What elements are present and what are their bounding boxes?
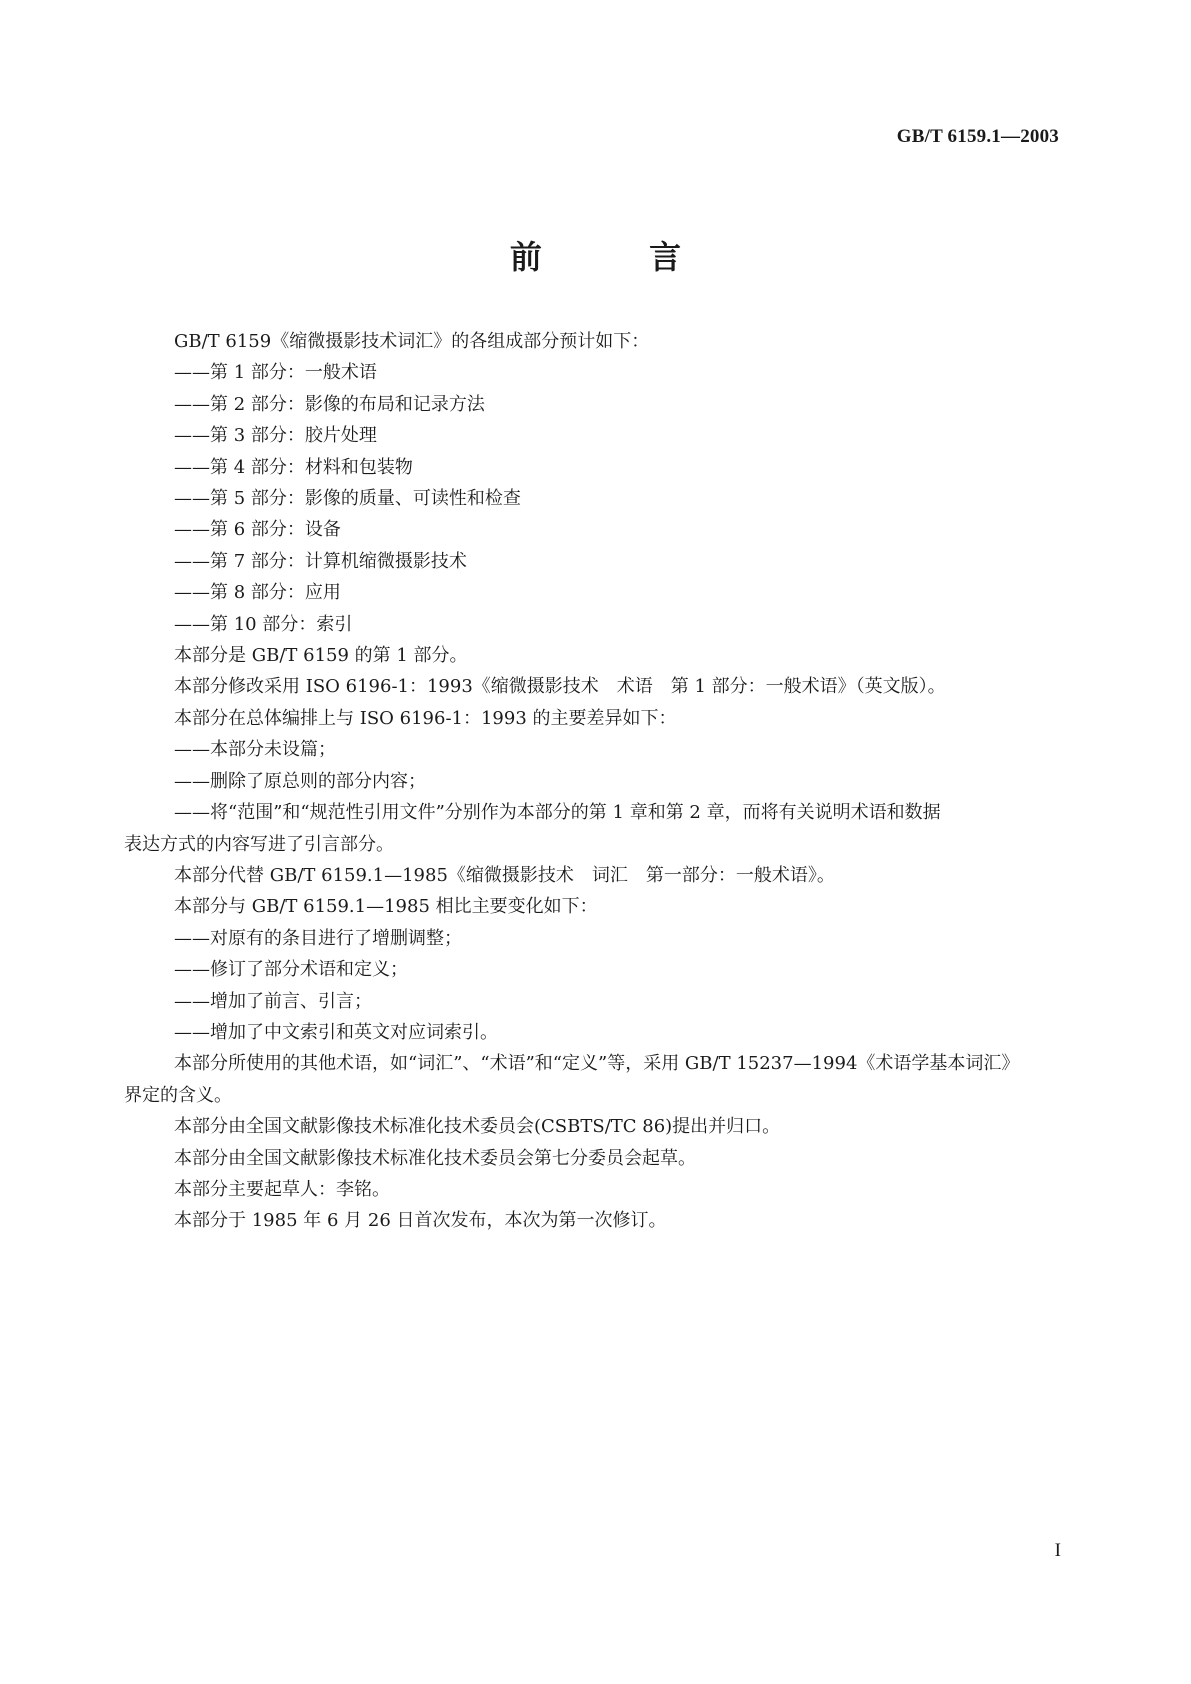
terms-paragraph-line2: 界定的含义。	[124, 1084, 232, 1106]
change-list-item: ——增加了前言、引言；	[174, 990, 372, 1012]
part-list-item: ——第 3 部分：胶片处理	[174, 425, 377, 447]
changes-paragraph: 本部分与 GB/T 6159.1—1985 相比主要变化如下：	[174, 896, 598, 918]
difference-list-item: ——删除了原总则的部分内容；	[174, 770, 426, 792]
part-list-item: ——第 8 部分：应用	[174, 582, 341, 604]
part-list-item: ——第 2 部分：影像的布局和记录方法	[174, 393, 485, 415]
difference-list-item: ——本部分未设篇；	[174, 739, 336, 761]
part-of-paragraph: 本部分是 GB/T 6159 的第 1 部分。	[174, 645, 468, 667]
standard-code: GB/T 6159.1—2003	[896, 126, 1059, 147]
part-list-item: ——第 1 部分：一般术语	[174, 362, 377, 384]
change-list-item: ——增加了中文索引和英文对应词索引。	[174, 1021, 498, 1043]
part-list-item: ——第 6 部分：设备	[174, 519, 341, 541]
difference-list-item-line1: ——将“范围”和“规范性引用文件”分别作为本部分的第 1 章和第 2 章，而将有关说明术语和数据	[174, 802, 941, 824]
part-list-item: ——第 7 部分：计算机缩微摄影技术	[174, 550, 467, 572]
drafted-paragraph: 本部分由全国文献影像技术标准化技术委员会第七分委员会起草。	[174, 1147, 696, 1169]
drafter-paragraph: 本部分主要起草人：李铭。	[174, 1178, 390, 1200]
difference-list-item-line2: 表达方式的内容写进了引言部分。	[124, 833, 394, 855]
page-title: 前 言	[509, 238, 730, 276]
terms-paragraph-line1: 本部分所使用的其他术语，如“词汇”、“术语”和“定义”等，采用 GB/T 15237—1994《术语学基本词汇》	[174, 1053, 1020, 1075]
change-list-item: ——对原有的条目进行了增删调整；	[174, 927, 462, 949]
part-list-item: ——第 10 部分：索引	[174, 613, 353, 635]
part-list-item: ——第 5 部分：影像的质量、可读性和检查	[174, 488, 521, 510]
adoption-paragraph: 本部分修改采用 ISO 6196-1：1993《缩微摄影技术 术语 第 1 部分：一般术语》（英文版）。	[174, 676, 946, 698]
intro-paragraph: GB/T 6159《缩微摄影技术词汇》的各组成部分预计如下：	[174, 331, 650, 352]
replacement-paragraph: 本部分代替 GB/T 6159.1—1985《缩微摄影技术 词汇 第一部分：一般术语》。	[174, 864, 835, 886]
differences-paragraph: 本部分在总体编排上与 ISO 6196-1：1993 的主要差异如下：	[174, 707, 677, 729]
page-number: I	[1054, 1540, 1061, 1561]
part-list-item: ——第 4 部分：材料和包装物	[174, 456, 413, 478]
proposed-paragraph: 本部分由全国文献影像技术标准化技术委员会(CSBTS/TC 86)提出并归口。	[174, 1116, 781, 1138]
history-paragraph: 本部分于 1985 年 6 月 26 日首次发布，本次为第一次修订。	[174, 1210, 667, 1232]
change-list-item: ——修订了部分术语和定义；	[174, 959, 408, 981]
foreword-body	[124, 326, 1066, 1237]
